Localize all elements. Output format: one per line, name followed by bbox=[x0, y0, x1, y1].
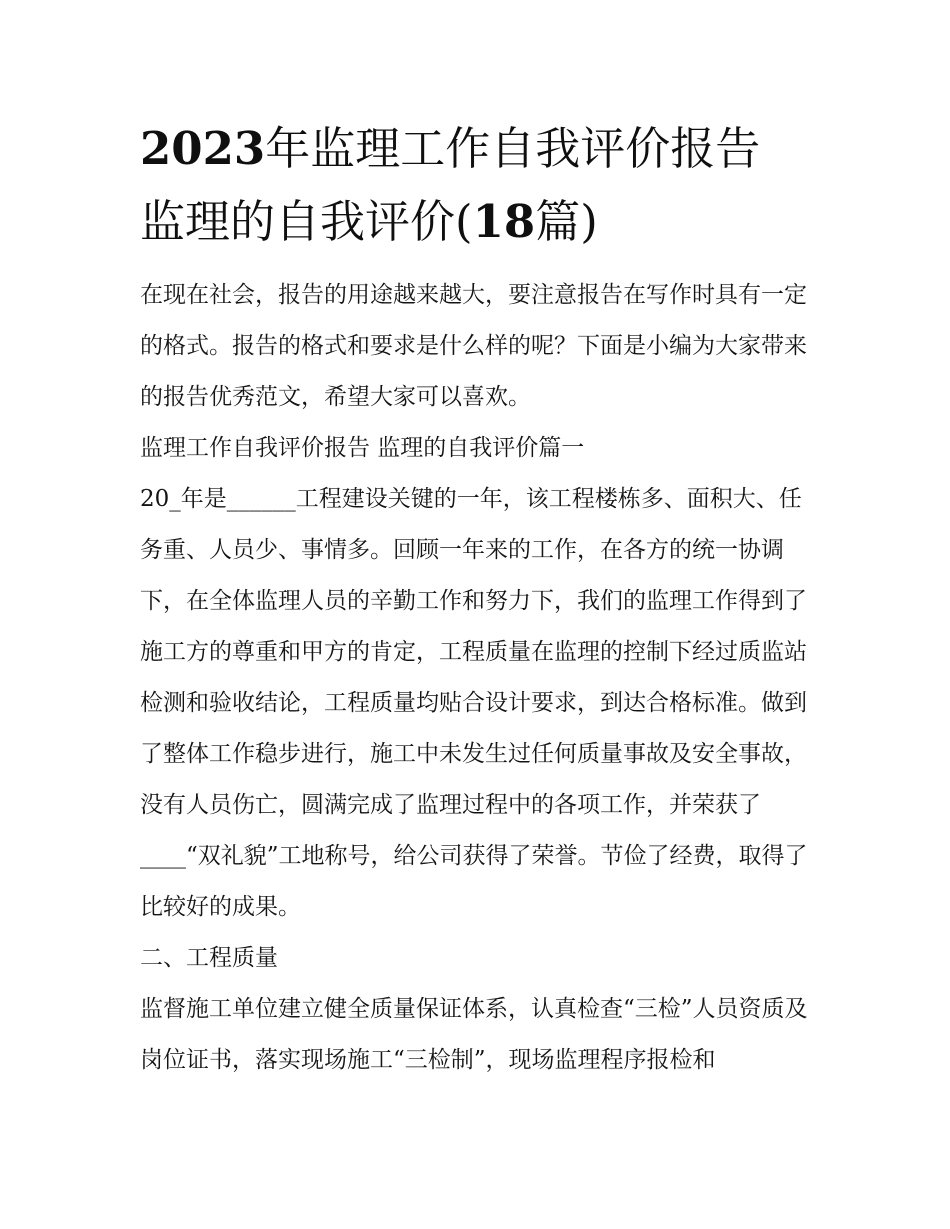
title-line2-text: 监理的自我评价( bbox=[140, 195, 473, 248]
intro-paragraph: 在现在社会，报告的用途越来越大，要注意报告在写作时具有一定的格式。报告的格式和要求是什么样的呢？下面是小编为大家带来的报告优秀范文，希望大家可以喜欢。 bbox=[140, 282, 807, 410]
title-count: 18 bbox=[472, 195, 536, 248]
title-line1-text: 年监理工作自我评价报告 bbox=[265, 122, 761, 175]
section-heading-2: 二、工程质量 bbox=[140, 945, 278, 971]
document-title bbox=[140, 112, 812, 258]
section-heading-1: 监理工作自我评价报告 监理的自我评价篇一 bbox=[140, 435, 585, 461]
title-line2-tail: 篇) bbox=[535, 195, 598, 248]
document-content bbox=[140, 112, 812, 1086]
body-paragraph-2: 监督施工单位建立健全质量保证体系，认真检查“三检”人员资质及岗位证书，落实现场施工“三检制”，现场监理程序报检和 bbox=[140, 996, 808, 1073]
title-year: 2023 bbox=[140, 122, 266, 175]
body-paragraph-1: 20_年是______工程建设关键的一年，该工程楼栋多、面积大、任务重、人员少、事情多。回顾一年来的工作，在各方的统一协调下，在全体监理人员的辛勤工作和努力下，我们的监理工作得到了施工方的尊重和甲方的肯定，工程质量在监理的控制下经过质监站检测和验收结论，工程质量均贴合设计要求，到达合格标准。做到了整体工作稳步进行，施工中未发生过任何质量事故及安全事故，没有人员伤亡，圆满完成了监理过程中的各项工作，并荣获了____“双礼貌”工地称号，给公司获得了荣誉。节俭了经费，取得了比较好的成果。 bbox=[140, 486, 808, 920]
